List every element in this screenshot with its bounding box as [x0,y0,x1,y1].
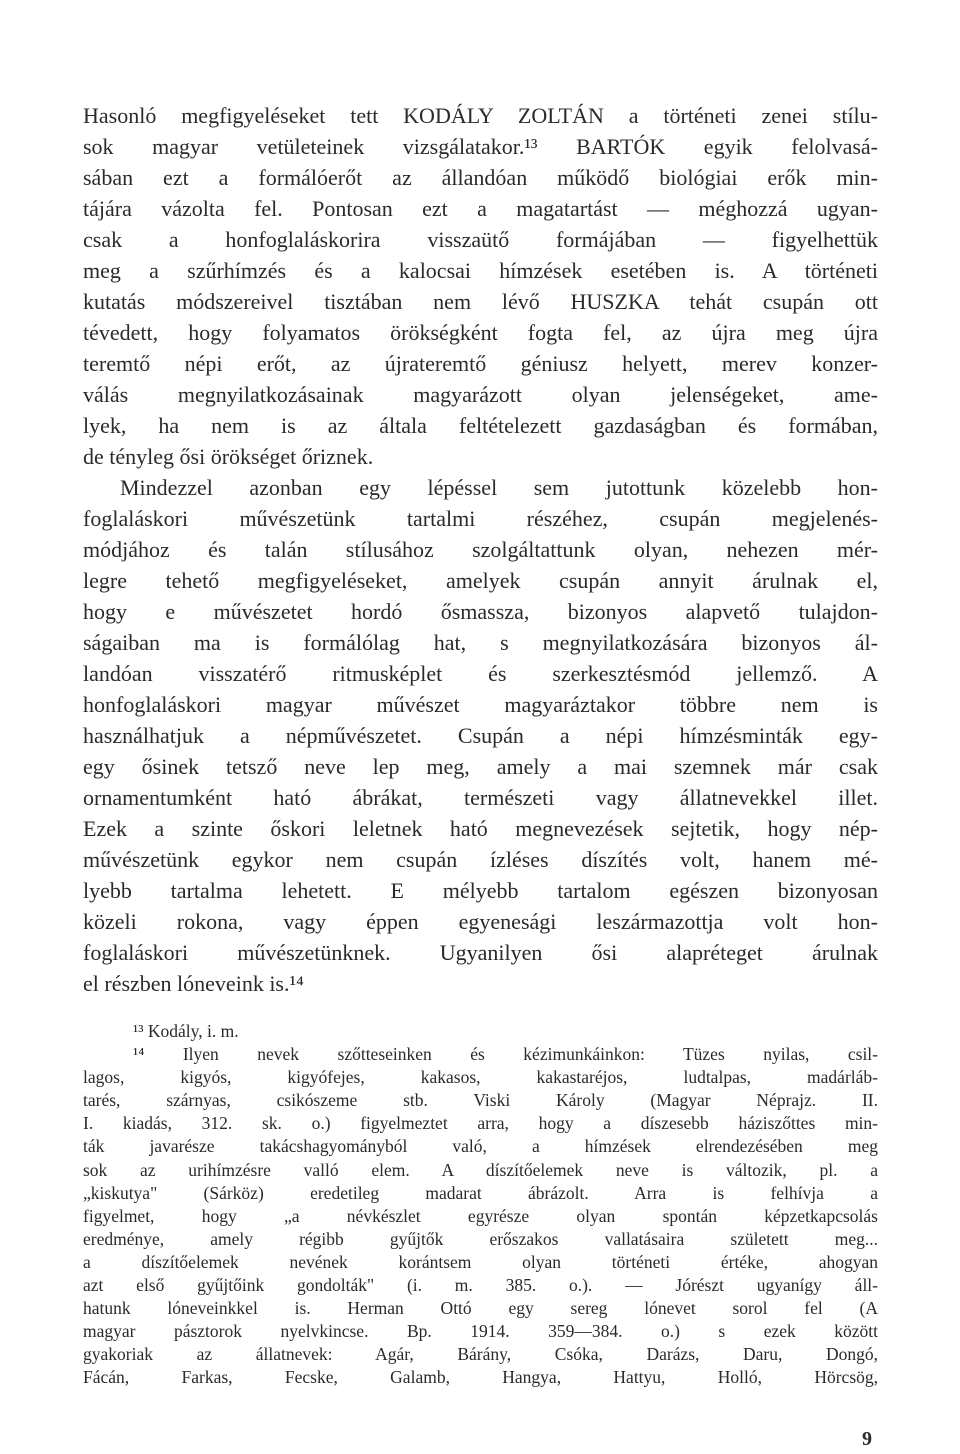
footnote-line: ¹³ Kodály, i. m. [133,1021,239,1041]
text-line: kutatás módszereivel tisztában nem lévő HUSZKA tehát csupán ott [83,289,878,314]
text-line: hogy e művészetet hordó ősmassza, bizonyos alapvető tulajdon- [83,599,878,624]
footnote-line: eredménye, amely régibb gyűjtők erőszakos vallatásaira született meg... [83,1228,878,1249]
text-line: Ezek a szinte őskori leletnek ható megnevezések sejtetik, hogy nép- [83,816,878,841]
text-line: foglaláskori művészetünknek. Ugyanilyen ősi alapréteget árulnak [83,940,878,965]
footnote-line: hatunk lóneveinkkel is. Herman Ottó egy sereg lónevet sorol fel (A [83,1298,878,1319]
footnotes [83,1020,878,1390]
text-line: módjához és talán stílusához szolgáltattunk olyan, nehezen mér- [83,537,878,562]
text-line: ságaiban ma is formálólag hat, s megnyilatkozására bizonyos ál- [83,630,878,655]
text-line: Mindezzel azonban egy lépéssel sem jutottunk közelebb hon- [120,475,878,500]
footnote-line: tarés, szárnyas, csikószeme stb. Viski Károly (Magyar Néprajz. II. [83,1090,878,1111]
footnote-line: magyar pásztorok nyelvkincse. Bp. 1914. 359—384. o.) s ezek között [83,1321,878,1342]
text-line: ornamentumként ható ábrákat, természeti vagy állatnevekkel illet. [83,785,878,810]
text-line: használhatjuk a népművészetet. Csupán a népi hímzésminták egy- [83,723,878,748]
text-line: teremtő népi erőt, az újrateremtő géniusz helyett, merev konzer- [83,351,878,376]
main-text [83,100,878,999]
footnote-line: gyakoriak az állatnevek: Agár, Bárány, Csóka, Darázs, Daru, Dongó, [83,1344,878,1365]
footnote-line: ¹⁴ Ilyen nevek szőtteseinken és kézimunkáinkon: Tüzes nyilas, csil- [133,1044,878,1065]
footnote-line: Fácán, Farkas, Fecske, Galamb, Hangya, Hattyu, Holló, Hörcsög, [83,1367,878,1388]
footnote-line: ták javarésze takácshagyományból való, a hímzések elrendezésében meg [83,1136,878,1157]
text-line: el részben lóneveink is.¹⁴ [83,971,304,996]
text-line: sában ezt a formálóerőt az állandóan működő biológiai erők min- [83,165,878,190]
footnote-line: a díszítőelemek nevének korántsem olyan történeti értéke, ahogyan [83,1251,878,1272]
text-line: de tényleg ősi örökséget őriznek. [83,444,374,469]
text-line: csak a honfoglaláskorira visszaütő formájában — figyelhettük [83,227,878,252]
text-line: honfoglaláskori magyar művészet magyaráztakor többre nem is [83,692,878,717]
text-line: landóan visszatérő ritmusképlet és szerkesztésmód jellemző. A [83,661,878,686]
text-line: meg a szűrhímzés és a kalocsai hímzések esetében is. A történeti [83,258,878,283]
text-line: tévedett, hogy folyamatos örökségként fogta fel, az újra meg újra [83,320,878,345]
footnote-line: lagos, kigyós, kigyófejes, kakasos, kakastaréjos, ludtalpas, madárláb- [83,1067,878,1088]
text-line: legre tehető megfigyeléseket, amelyek csupán annyit árulnak el, [83,568,878,593]
text-line: művészetünk egykor nem csupán ízléses díszítés volt, hanem mé- [83,847,878,872]
text-line: lyebb tartalma lehetett. E mélyebb tartalom egészen bizonyosan [83,878,878,903]
text-line: lyek, ha nem is az általa feltételezett gazdaságban és formában, [83,413,878,438]
text-line: egy ősinek tetsző neve lep meg, amely a mai szemnek már csak [83,754,878,779]
text-line: tájára vázolta fel. Pontosan ezt a magatartást — méghozzá ugyan- [83,196,878,221]
text-line: közeli rokona, vagy éppen egyenesági leszármazottja volt hon- [83,909,878,934]
text-line: foglaláskori művészetünk tartalmi részéhez, csupán megjelenés- [83,506,878,531]
footnote-line: figyelmet, hogy „a névkészlet egyrésze olyan spontán képzetkapcsolás [83,1205,878,1226]
footnote-line: azt első gyűjtőink gondolták" (i. m. 385. o.). — Jórészt ugyanígy áll- [83,1275,878,1296]
text-line: sok magyar vetületeinek vizsgálatakor.¹³ BARTÓK egyik felolvasá- [83,134,878,159]
footnote-line: sok az urihímzésre valló elem. A díszítőelemek neve is változik, pl. a [83,1159,878,1180]
footnote-line: I. kiadás, 312. sk. o.) figyelmeztet arra, hogy a díszesebb háziszőttes min- [83,1113,878,1134]
footnote-line: „kiskutya" (Sárköz) eredetileg madarat ábrázolt. Arra is felhívja a [83,1182,878,1203]
text-line: válás megnyilatkozásainak magyarázott olyan jelenségeket, ame- [83,382,878,407]
page-number: 9 [862,1428,872,1450]
text-line: Hasonló megfigyeléseket tett KODÁLY ZOLTÁN a történeti zenei stílu- [83,103,878,128]
